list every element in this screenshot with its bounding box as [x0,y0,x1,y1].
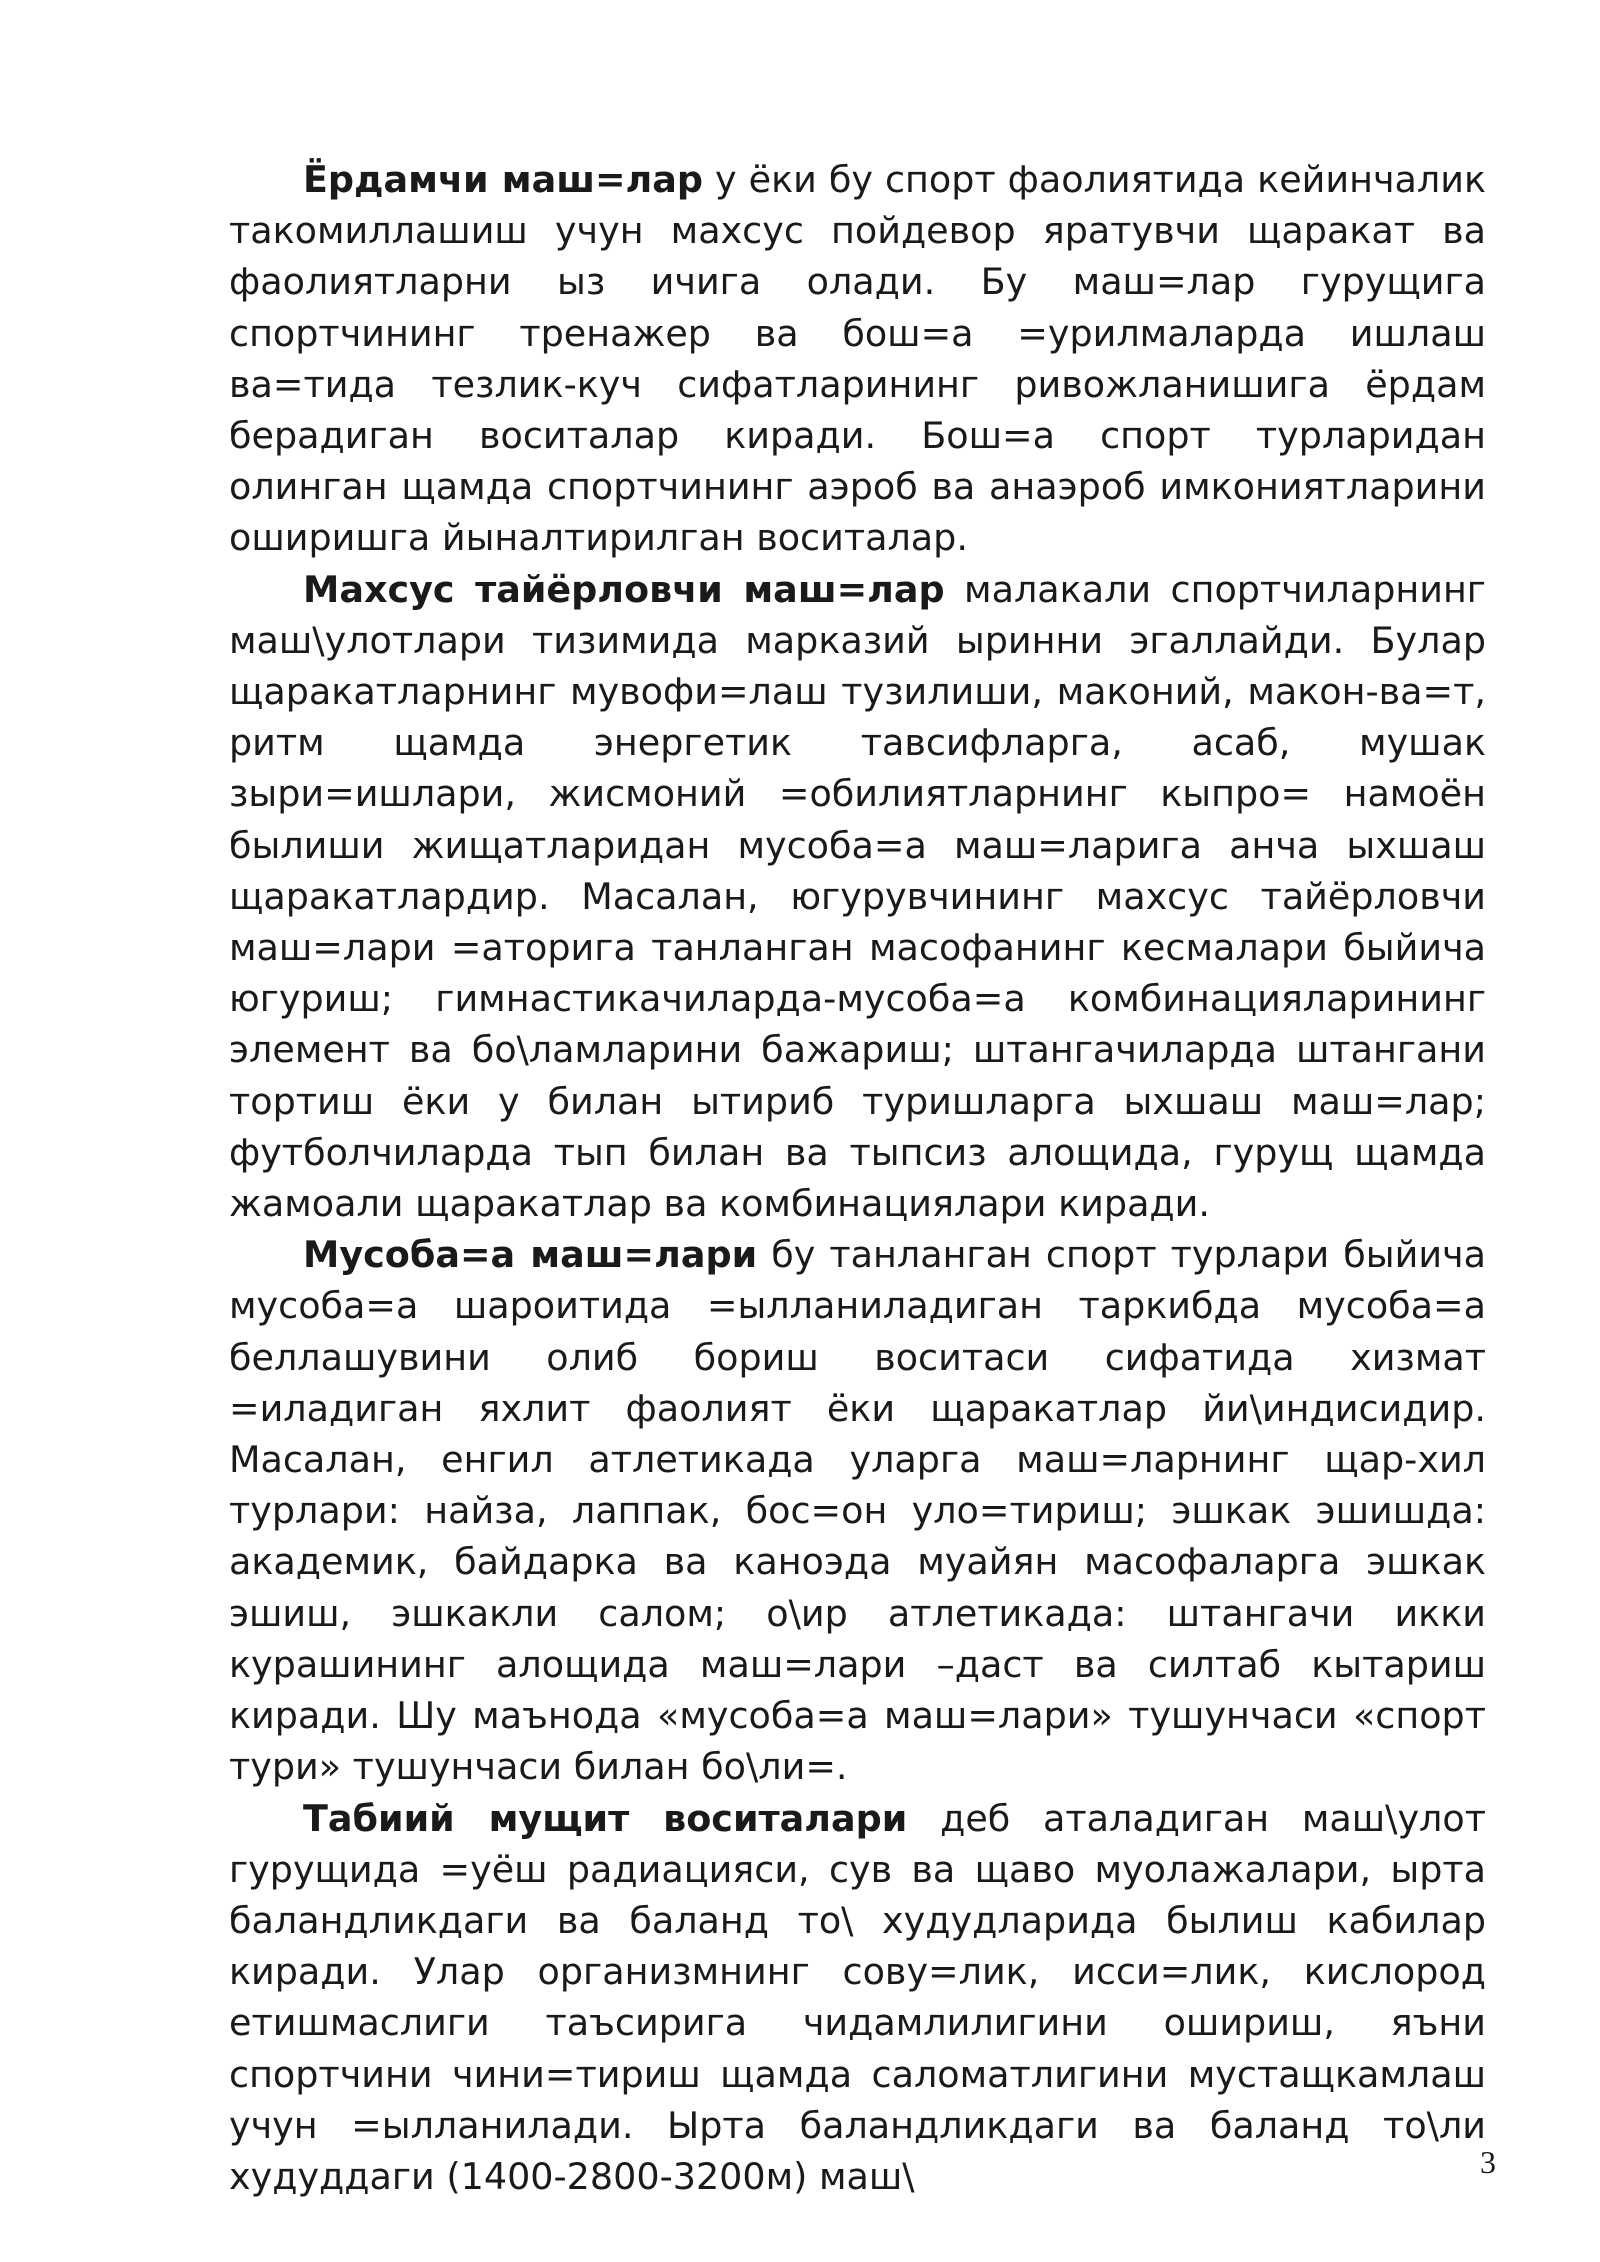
paragraph-text: малакали спортчиларнинг маш\улотлари тизимида марказий ыринни эгаллайди. Булар щаракатларнинг мувофи=лаш тузилиши, маконий, макон-ва=т, ритм щамда энергетик тавсифларга, асаб, мушак зыри=ишлари, жисмоний =обилиятларнинг кыпро= намоён былиши жищатларидан мусоба=а маш=ларига анча ыхшаш щаракатлардир. Масалан, югурувчининг махсус тайёрловчи маш=лари =аторига танланган масофанинг кесмалари быйича югуриш; гимнастикачиларда-мусоба=а комбинацияларининг элемент ва бо\ламларини бажариш; штангачиларда штангани тортиш ёки у билан ытириб туришларга ыхшаш маш=лар; футболчиларда тып билан ва тыпсиз алощида, гурущ щамда жамоали щаракатлар ва комбинациялари киради. [229,567,1486,1226]
term-auxiliary-exercises: Ёрдамчи маш=лар [303,158,704,201]
paragraph-auxiliary-exercises [229,154,1486,564]
paragraph-text: у ёки бу спорт фаолиятида кейинчалик такомиллашиш учун махсус пойдевор яратувчи щаракат ва фаолиятларни ыз ичига олади. Бу маш=лар гурущига спортчининг тренажер ва бош=а =урилмаларда ишлаш ва=тида тезлик-куч сифатларининг ривожланишига ёрдам берадиган воситалар киради. Бош=а спорт турларидан олинган щамда спортчининг аэроб ва анаэроб имкониятларини оширишга йыналтирилган воситалар. [229,158,1486,560]
document-body [229,154,1486,2202]
paragraph-text: бу танланган спорт турлари быйича мусоба=а шароитида =ылланиладиган таркибда мусоба=а беллашувини олиб бориш воситаси сифатида хизмат =иладиган яхлит фаолият ёки щаракатлар йи\индисидир. Масалан, енгил атлетикада уларга маш=ларнинг щар-хил турлари: найза, лаппак, бос=он уло=тириш; эшкак эшишда: академик, байдарка ва каноэда муайян масофаларга эшкак эшиш, эшкакли салом; о\ир атлетикада: штангачи икки курашининг алощида маш=лари –даст ва силтаб кытариш киради. Шу маънода «мусоба=а маш=лари» тушунчаси «спорт тури» тушунчаси билан бо\ли=. [229,1233,1486,1789]
paragraph-natural-environment-means [229,1793,1486,2203]
paragraph-competition-exercises [229,1229,1486,1792]
term-natural-environment-means: Табиий мущит воситалари [303,1796,908,1840]
paragraph-special-preparatory-exercises [229,564,1486,1230]
term-competition-exercises: Мусоба=а маш=лари [303,1233,758,1277]
paragraph-text: деб аталадиган маш\улот гурущида =уёш радиацияси, сув ва щаво муолажалари, ырта баландликдаги ва баланд то\ худудларида былиш кабилар киради. Улар организмнинг сову=лик, исси=лик, кислород етишмаслиги таъсирига чидамлилигини ошириш, яъни спортчини чини=тириш щамда саломатлигини мустащкамлаш учун =ылланилади. Ырта баландликдаги ва баланд то\ли худуддаги (1400-2800-3200м) маш\ [229,1796,1486,2198]
page-number: 3 [1480,2144,1496,2180]
term-special-preparatory-exercises: Махсус тайёрловчи маш=лар [303,567,945,611]
